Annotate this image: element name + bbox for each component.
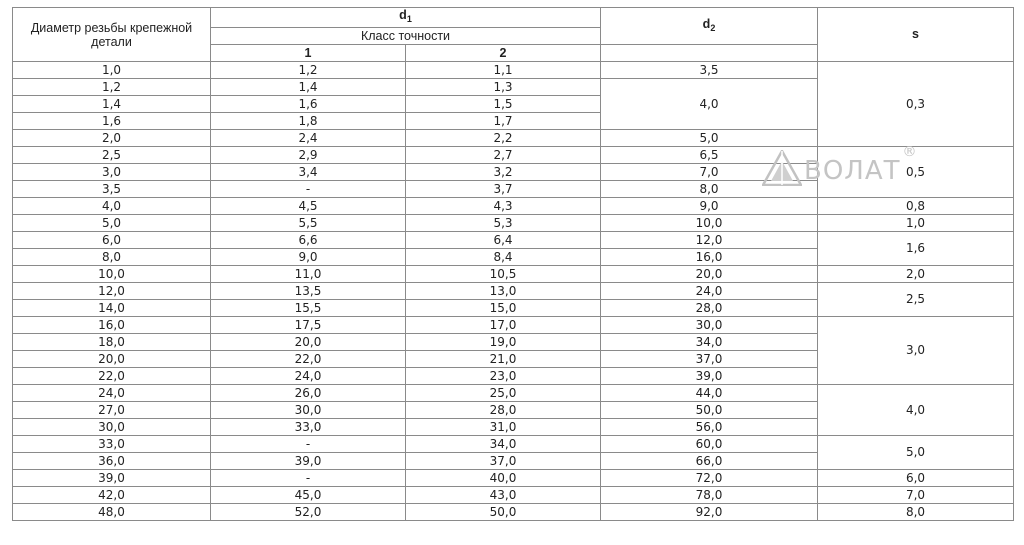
header-class-1: 1 [211,45,406,62]
cell-d2: 56,0 [601,419,818,436]
cell-diameter: 1,0 [13,62,211,79]
cell-d2: 8,0 [601,181,818,198]
cell-diameter: 24,0 [13,385,211,402]
cell-d1-class-1: 24,0 [211,368,406,385]
cell-d1-class-2: 10,5 [406,266,601,283]
header-d2 [601,8,818,45]
table-row [13,232,1014,249]
cell-diameter: 10,0 [13,266,211,283]
cell-s: 6,0 [818,470,1014,487]
cell-d1-class-1: 33,0 [211,419,406,436]
cell-s: 2,5 [818,283,1014,317]
cell-d1-class-1: 6,6 [211,232,406,249]
cell-d1-class-2: 5,3 [406,215,601,232]
cell-diameter: 2,5 [13,147,211,164]
cell-d1-class-2: 15,0 [406,300,601,317]
registered-mark: ® [902,144,917,160]
cell-d1-class-1: - [211,470,406,487]
cell-d1-class-2: 31,0 [406,419,601,436]
cell-d1-class-1: 26,0 [211,385,406,402]
cell-d2: 7,0 [601,164,818,181]
cell-diameter: 1,2 [13,79,211,96]
cell-d1-class-1: 2,4 [211,130,406,147]
cell-d1-class-1: 9,0 [211,249,406,266]
header-d1-subscript: 1 [406,14,412,24]
table-row [13,147,1014,164]
cell-s: 7,0 [818,487,1014,504]
cell-d1-class-1: 15,5 [211,300,406,317]
cell-d1-class-2: 1,3 [406,79,601,96]
cell-d2: 5,0 [601,130,818,147]
cell-d1-class-2: 37,0 [406,453,601,470]
cell-d2: 9,0 [601,198,818,215]
cell-d2: 20,0 [601,266,818,283]
cell-d1-class-2: 13,0 [406,283,601,300]
cell-s: 0,5 [818,147,1014,198]
cell-d1-class-2: 25,0 [406,385,601,402]
cell-diameter: 20,0 [13,351,211,368]
cell-d2: 12,0 [601,232,818,249]
cell-d2: 10,0 [601,215,818,232]
cell-diameter: 12,0 [13,283,211,300]
cell-d1-class-2: 1,7 [406,113,601,130]
cell-diameter: 8,0 [13,249,211,266]
cell-s: 8,0 [818,504,1014,521]
cell-d2: 60,0 [601,436,818,453]
cell-diameter: 27,0 [13,402,211,419]
cell-d2: 24,0 [601,283,818,300]
cell-d2: 28,0 [601,300,818,317]
cell-d1-class-1: 17,5 [211,317,406,334]
table-header [13,8,1014,62]
cell-diameter: 39,0 [13,470,211,487]
header-d2-blank [601,45,818,62]
cell-d2: 39,0 [601,368,818,385]
header-d1-symbol: d [399,8,407,22]
cell-d1-class-1: 39,0 [211,453,406,470]
cell-d2: 34,0 [601,334,818,351]
cell-d1-class-1: 1,6 [211,96,406,113]
cell-d2: 37,0 [601,351,818,368]
cell-diameter: 6,0 [13,232,211,249]
cell-d1-class-2: 40,0 [406,470,601,487]
cell-d1-class-2: 17,0 [406,317,601,334]
table-row [13,317,1014,334]
cell-s: 1,0 [818,215,1014,232]
header-d2-symbol: d [702,16,711,31]
cell-d1-class-2: 34,0 [406,436,601,453]
cell-d1-class-1: 22,0 [211,351,406,368]
cell-d1-class-2: 3,7 [406,181,601,198]
cell-d1-class-2: 6,4 [406,232,601,249]
cell-diameter: 36,0 [13,453,211,470]
cell-d2: 72,0 [601,470,818,487]
cell-d1-class-2: 1,5 [406,96,601,113]
cell-s: 0,3 [818,62,1014,147]
cell-diameter: 42,0 [13,487,211,504]
cell-d1-class-2: 8,4 [406,249,601,266]
cell-diameter: 1,4 [13,96,211,113]
thread-spec-table [12,7,1014,521]
cell-d1-class-1: 4,5 [211,198,406,215]
cell-d1-class-1: 5,5 [211,215,406,232]
table-body [13,62,1014,521]
cell-diameter: 33,0 [13,436,211,453]
header-d1 [211,8,601,28]
table-row [13,487,1014,504]
table-row [13,62,1014,79]
cell-d2: 3,5 [601,62,818,79]
cell-d1-class-2: 1,1 [406,62,601,79]
header-row-1 [13,8,1014,28]
cell-d1-class-1: 20,0 [211,334,406,351]
cell-d1-class-2: 28,0 [406,402,601,419]
cell-diameter: 30,0 [13,419,211,436]
table-row [13,470,1014,487]
cell-diameter: 14,0 [13,300,211,317]
table-row [13,504,1014,521]
cell-d1-class-1: 45,0 [211,487,406,504]
cell-diameter: 18,0 [13,334,211,351]
table-row [13,198,1014,215]
cell-d1-class-2: 19,0 [406,334,601,351]
cell-d1-class-2: 2,2 [406,130,601,147]
cell-d2: 78,0 [601,487,818,504]
cell-d1-class-1: 1,4 [211,79,406,96]
watermark-text: ВОЛАТ [804,156,901,186]
cell-d2-merged: 4,0 [601,79,818,130]
table-row [13,283,1014,300]
cell-s: 3,0 [818,317,1014,385]
cell-diameter: 16,0 [13,317,211,334]
cell-s: 5,0 [818,436,1014,470]
cell-d2: 16,0 [601,249,818,266]
cell-d1-class-1: 30,0 [211,402,406,419]
cell-d1-class-1: - [211,436,406,453]
cell-diameter: 1,6 [13,113,211,130]
cell-d1-class-1: 52,0 [211,504,406,521]
cell-d2: 6,5 [601,147,818,164]
cell-s: 1,6 [818,232,1014,266]
cell-d1-class-2: 3,2 [406,164,601,181]
cell-d2: 66,0 [601,453,818,470]
cell-d1-class-2: 21,0 [406,351,601,368]
cell-diameter: 48,0 [13,504,211,521]
table-row [13,215,1014,232]
cell-d2: 92,0 [601,504,818,521]
cell-d1-class-2: 2,7 [406,147,601,164]
cell-diameter: 22,0 [13,368,211,385]
header-diameter: Диаметр резьбы крепежной детали [13,8,211,62]
cell-d1-class-1: 1,8 [211,113,406,130]
cell-d2: 50,0 [601,402,818,419]
table-row [13,436,1014,453]
cell-diameter: 5,0 [13,215,211,232]
cell-d1-class-2: 23,0 [406,368,601,385]
cell-d1-class-2: 50,0 [406,504,601,521]
header-d2-subscript: 2 [710,22,716,33]
cell-diameter: 3,5 [13,181,211,198]
header-s: s [818,8,1014,62]
cell-d1-class-1: 11,0 [211,266,406,283]
cell-s: 0,8 [818,198,1014,215]
spec-table-container [12,7,1014,521]
cell-d1-class-1: 3,4 [211,164,406,181]
cell-d1-class-1: 13,5 [211,283,406,300]
table-row [13,385,1014,402]
cell-d1-class-2: 4,3 [406,198,601,215]
cell-diameter: 2,0 [13,130,211,147]
cell-d2: 30,0 [601,317,818,334]
header-class-2: 2 [406,45,601,62]
cell-d1-class-1: 2,9 [211,147,406,164]
cell-s: 2,0 [818,266,1014,283]
cell-d2: 44,0 [601,385,818,402]
cell-s: 4,0 [818,385,1014,436]
cell-d1-class-2: 43,0 [406,487,601,504]
header-accuracy-class: Класс точности [211,28,601,45]
cell-diameter: 4,0 [13,198,211,215]
cell-diameter: 3,0 [13,164,211,181]
cell-d1-class-1: - [211,181,406,198]
cell-d1-class-1: 1,2 [211,62,406,79]
table-row [13,266,1014,283]
